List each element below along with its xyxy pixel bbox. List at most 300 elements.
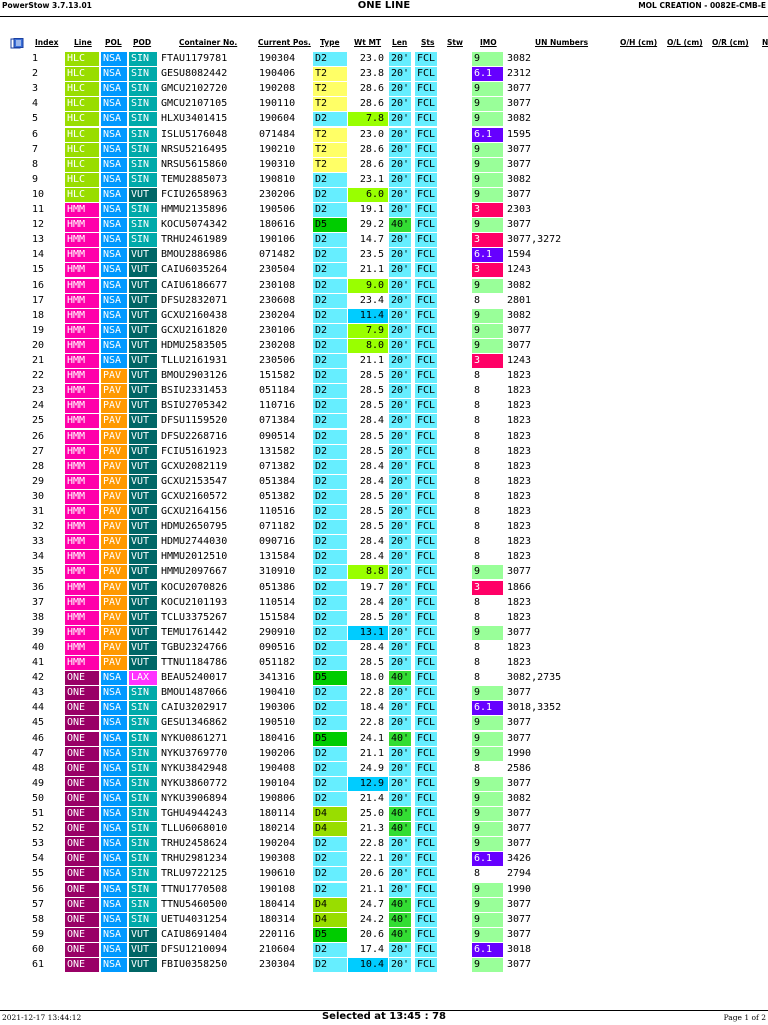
table-row[interactable]: [0, 746, 768, 761]
pod-cell: VUT: [129, 369, 157, 383]
pod-cell: SIN: [129, 158, 157, 172]
col-header-length[interactable]: Len: [392, 38, 408, 47]
status-cell: FCL: [417, 430, 436, 442]
line-cell: HMM: [65, 445, 99, 459]
container-no-cell: GCXU2161820: [161, 324, 228, 336]
line-cell: ONE: [65, 671, 99, 685]
table-row[interactable]: [0, 202, 768, 217]
index-cell: 37: [32, 596, 45, 608]
line-cell: HLC: [65, 82, 99, 96]
imo-cell: 3: [472, 581, 503, 595]
un-numbers-cell: 3077: [507, 98, 532, 110]
index-cell: 12: [32, 219, 45, 231]
length-cell: 40': [391, 808, 410, 819]
col-header-type[interactable]: Type: [320, 38, 340, 47]
table-row[interactable]: [0, 776, 768, 791]
index-cell: 29: [32, 475, 45, 487]
table-row[interactable]: [0, 504, 768, 519]
container-no-cell: BEAU5240017: [161, 672, 228, 684]
col-header-over-left[interactable]: O/L (cm): [667, 38, 703, 47]
current-pos-cell: 190106: [259, 234, 296, 246]
table-row[interactable]: [0, 368, 768, 383]
imo-cell: 8: [474, 506, 481, 517]
pod-cell: SIN: [129, 867, 157, 881]
table-row[interactable]: [0, 610, 768, 625]
table-row[interactable]: [0, 595, 768, 610]
pod-cell: VUT: [129, 248, 157, 262]
table-row[interactable]: [0, 217, 768, 232]
pod-cell: VUT: [129, 475, 157, 489]
line-cell: HLC: [65, 128, 99, 142]
un-numbers-cell: 3077: [507, 913, 532, 925]
pod-cell: VUT: [129, 384, 157, 398]
status-cell: FCL: [417, 566, 436, 578]
table-row[interactable]: [0, 444, 768, 459]
status-cell: FCL: [417, 823, 436, 835]
table-row[interactable]: [0, 51, 768, 66]
col-header-weight[interactable]: Wt MT: [354, 38, 382, 47]
index-cell: 44: [32, 702, 45, 714]
table-row[interactable]: [0, 519, 768, 534]
weight-cell: 23.4: [359, 294, 384, 306]
table-row[interactable]: [0, 670, 768, 685]
un-numbers-cell: 3077: [507, 566, 532, 578]
un-numbers-cell: 3426: [507, 853, 532, 865]
current-pos-cell: 190506: [259, 204, 296, 215]
type-cell: D2: [313, 294, 347, 308]
length-cell: 20': [391, 521, 410, 533]
container-no-cell: GCXU2160572: [161, 490, 228, 502]
length-cell: 40': [391, 913, 410, 925]
type-cell: D2: [313, 505, 347, 519]
table-row[interactable]: [0, 323, 768, 338]
table-row[interactable]: [0, 247, 768, 262]
length-cell: 20': [391, 943, 410, 955]
status-cell: FCL: [417, 415, 436, 427]
imo-cell: 9: [472, 143, 503, 157]
current-pos-cell: 071384: [259, 415, 296, 427]
pod-cell: SIN: [129, 883, 157, 897]
index-cell: 22: [32, 370, 45, 382]
pod-cell: VUT: [129, 656, 157, 670]
index-cell: 40: [32, 641, 45, 653]
weight-cell: 28.5: [359, 657, 384, 668]
pod-cell: SIN: [129, 777, 157, 791]
type-cell: D2: [313, 641, 347, 655]
pol-cell: NSA: [101, 792, 127, 806]
container-no-cell: FCIU2658963: [161, 188, 228, 200]
table-row[interactable]: [0, 957, 768, 972]
type-cell: D2: [313, 747, 347, 761]
current-pos-cell: 190208: [259, 83, 296, 95]
line-cell: HMM: [65, 656, 99, 670]
index-cell: 15: [32, 264, 45, 276]
weight-cell: 24.9: [359, 762, 384, 774]
un-numbers-cell: 3077: [507, 898, 532, 910]
table-row[interactable]: [0, 383, 768, 398]
pol-cell: PAV: [101, 399, 127, 413]
length-cell: 20': [391, 339, 410, 351]
line-cell: HMM: [65, 535, 99, 549]
type-cell: D2: [313, 324, 347, 338]
pod-cell: SIN: [129, 218, 157, 232]
table-row[interactable]: [0, 127, 768, 142]
table-row[interactable]: [0, 338, 768, 353]
un-numbers-cell: 3082: [507, 113, 532, 125]
weight-cell: 21.1: [359, 264, 384, 276]
line-cell: ONE: [65, 883, 99, 897]
container-no-cell: DFSU2268716: [161, 430, 228, 442]
imo-cell: 8: [474, 521, 481, 533]
status-cell: FCL: [417, 913, 436, 925]
pod-cell: VUT: [129, 279, 157, 293]
index-cell: 49: [32, 777, 45, 789]
status-cell: FCL: [417, 98, 436, 110]
table-row[interactable]: [0, 866, 768, 881]
table-row[interactable]: [0, 640, 768, 655]
weight-cell: 28.6: [359, 83, 384, 95]
table-row[interactable]: [0, 655, 768, 670]
type-cell: D2: [313, 958, 347, 972]
pod-cell: SIN: [129, 716, 157, 730]
table-row[interactable]: [0, 942, 768, 957]
index-cell: 41: [32, 657, 45, 668]
length-cell: 20': [391, 128, 410, 140]
table-row[interactable]: [0, 111, 768, 126]
container-no-cell: FCIU5161923: [161, 445, 228, 457]
index-cell: 59: [32, 928, 45, 940]
type-cell: D2: [313, 384, 347, 398]
pol-cell: NSA: [101, 248, 127, 262]
status-cell: FCL: [417, 536, 436, 548]
index-cell: 18: [32, 309, 45, 321]
type-cell: D2: [313, 173, 347, 187]
line-cell: HMM: [65, 565, 99, 579]
table-row[interactable]: [0, 761, 768, 776]
pol-cell: PAV: [101, 596, 127, 610]
line-cell: HMM: [65, 460, 99, 474]
type-cell: D2: [313, 430, 347, 444]
table-row[interactable]: [0, 731, 768, 746]
status-cell: FCL: [417, 596, 436, 608]
pod-cell: VUT: [129, 324, 157, 338]
pod-cell: VUT: [129, 641, 157, 655]
type-cell: D4: [313, 807, 347, 821]
index-cell: 57: [32, 898, 45, 910]
imo-cell: 9: [472, 898, 503, 912]
col-header-pod[interactable]: POD: [133, 38, 152, 47]
table-row[interactable]: [0, 66, 768, 81]
table-row[interactable]: [0, 685, 768, 700]
pod-cell: SIN: [129, 143, 157, 157]
table-row[interactable]: [0, 172, 768, 187]
imo-cell: 9: [472, 173, 503, 187]
line-cell: HMM: [65, 490, 99, 504]
length-cell: 40': [391, 672, 410, 684]
table-row[interactable]: [0, 580, 768, 595]
type-cell: T2: [313, 82, 347, 96]
table-row[interactable]: [0, 927, 768, 942]
weight-cell: 21.4: [359, 792, 384, 804]
col-header-stowage[interactable]: Stw: [447, 38, 463, 47]
imo-cell: 9: [472, 626, 503, 640]
imo-cell: 8: [474, 536, 481, 548]
status-cell: FCL: [417, 158, 436, 170]
table-row[interactable]: [0, 187, 768, 202]
pod-cell: SIN: [129, 837, 157, 851]
container-no-cell: KOCU2101193: [161, 596, 228, 608]
container-no-cell: TTNU5460500: [161, 898, 228, 910]
pol-cell: NSA: [101, 279, 127, 293]
index-cell: 28: [32, 460, 45, 472]
col-header-pol[interactable]: POL: [105, 38, 122, 47]
index-cell: 2: [32, 68, 39, 80]
line-cell: HMM: [65, 279, 99, 293]
weight-cell: 28.5: [359, 370, 384, 382]
table-row[interactable]: [0, 851, 768, 866]
weight-cell: 7.9: [348, 324, 388, 338]
line-cell: HMM: [65, 520, 99, 534]
type-cell: D2: [313, 248, 347, 262]
status-cell: FCL: [417, 777, 436, 789]
index-cell: 45: [32, 717, 45, 729]
container-no-cell: DFSU2832071: [161, 294, 228, 306]
current-pos-cell: 110516: [259, 506, 296, 517]
length-cell: 20': [391, 294, 410, 306]
status-cell: FCL: [417, 279, 436, 291]
table-row[interactable]: [0, 353, 768, 368]
pol-cell: NSA: [101, 883, 127, 897]
col-header-imo[interactable]: IMO: [480, 38, 497, 47]
status-cell: FCL: [417, 717, 436, 729]
imo-cell: 8: [474, 551, 481, 563]
report-title: ONE LINE: [357, 0, 411, 11]
col-header-n[interactable]: N: [762, 38, 768, 47]
current-pos-cell: 230504: [259, 264, 296, 276]
index-cell: 51: [32, 808, 45, 819]
type-cell: T2: [313, 128, 347, 142]
index-cell: 3: [32, 83, 39, 95]
un-numbers-cell: 1990: [507, 883, 532, 895]
imo-cell: 9: [472, 82, 503, 96]
weight-cell: 28.5: [359, 611, 384, 623]
line-cell: ONE: [65, 928, 99, 942]
imo-cell: 8: [474, 672, 481, 684]
index-cell: 25: [32, 415, 45, 427]
un-numbers-cell: 2801: [507, 294, 532, 306]
document-icon[interactable]: [10, 38, 24, 49]
table-row[interactable]: [0, 700, 768, 715]
imo-cell: 9: [472, 339, 503, 353]
index-cell: 10: [32, 188, 45, 200]
table-row[interactable]: [0, 821, 768, 836]
weight-cell: 6.0: [348, 188, 388, 202]
length-cell: 20': [391, 853, 410, 865]
index-cell: 14: [32, 249, 45, 261]
container-no-cell: BSIU2331453: [161, 385, 228, 397]
weight-cell: 18.4: [359, 702, 384, 714]
type-cell: D2: [313, 596, 347, 610]
table-row[interactable]: [0, 791, 768, 806]
table-row[interactable]: [0, 262, 768, 277]
col-header-over-right[interactable]: O/R (cm): [712, 38, 749, 47]
table-row[interactable]: [0, 398, 768, 413]
status-cell: FCL: [417, 355, 436, 366]
table-row[interactable]: [0, 882, 768, 897]
col-header-current-pos[interactable]: Current Pos.: [258, 38, 311, 47]
line-cell: HLC: [65, 173, 99, 187]
type-cell: D2: [313, 777, 347, 791]
imo-cell: 9: [472, 309, 503, 323]
table-row[interactable]: [0, 157, 768, 172]
imo-cell: 8: [474, 641, 481, 653]
status-cell: FCL: [417, 113, 436, 125]
table-row[interactable]: [0, 806, 768, 821]
col-header-index[interactable]: Index: [35, 38, 59, 47]
table-row[interactable]: [0, 474, 768, 489]
length-cell: 20': [391, 173, 410, 185]
imo-cell: 8: [474, 385, 481, 397]
status-cell: FCL: [417, 490, 436, 502]
current-pos-cell: 051384: [259, 475, 296, 487]
pol-cell: NSA: [101, 943, 127, 957]
status-cell: FCL: [417, 641, 436, 653]
pol-cell: PAV: [101, 565, 127, 579]
container-no-cell: HMMU2097667: [161, 566, 228, 578]
line-cell: HMM: [65, 596, 99, 610]
pod-cell: SIN: [129, 762, 157, 776]
line-cell: HMM: [65, 369, 99, 383]
line-cell: ONE: [65, 898, 99, 912]
un-numbers-cell: 1823: [507, 385, 532, 397]
table-row[interactable]: [0, 549, 768, 564]
type-cell: T2: [313, 143, 347, 157]
weight-cell: 28.6: [359, 98, 384, 110]
col-header-over-height[interactable]: O/H (cm): [620, 38, 658, 47]
length-cell: 20': [391, 249, 410, 261]
type-cell: D2: [313, 656, 347, 670]
length-cell: 20': [391, 641, 410, 653]
status-cell: FCL: [417, 370, 436, 382]
table-row[interactable]: [0, 278, 768, 293]
pol-cell: NSA: [101, 898, 127, 912]
pol-cell: PAV: [101, 445, 127, 459]
col-header-status[interactable]: Sts: [421, 38, 435, 47]
table-row[interactable]: [0, 413, 768, 428]
status-cell: FCL: [417, 521, 436, 533]
current-pos-cell: 190604: [259, 113, 296, 125]
table-row[interactable]: [0, 459, 768, 474]
pod-cell: VUT: [129, 460, 157, 474]
un-numbers-cell: 1595: [507, 128, 532, 140]
current-pos-cell: 051184: [259, 385, 296, 397]
table-row[interactable]: [0, 142, 768, 157]
imo-cell: 9: [472, 883, 503, 897]
table-row[interactable]: [0, 897, 768, 912]
table-row[interactable]: [0, 912, 768, 927]
status-cell: FCL: [417, 506, 436, 517]
current-pos-cell: 151582: [259, 370, 296, 382]
weight-cell: 28.5: [359, 430, 384, 442]
imo-cell: 3: [472, 263, 503, 277]
table-row[interactable]: [0, 489, 768, 504]
table-row[interactable]: [0, 836, 768, 851]
container-no-cell: HDMU2583505: [161, 339, 228, 351]
status-cell: FCL: [417, 551, 436, 563]
pol-cell: PAV: [101, 430, 127, 444]
table-row[interactable]: [0, 534, 768, 549]
container-no-cell: DFSU1210094: [161, 943, 228, 955]
container-no-cell: CAIU8691404: [161, 928, 228, 940]
table-row[interactable]: [0, 564, 768, 579]
status-cell: FCL: [417, 883, 436, 895]
pol-cell: PAV: [101, 460, 127, 474]
weight-cell: 23.0: [359, 128, 384, 140]
container-no-cell: UETU4031254: [161, 913, 228, 925]
un-numbers-cell: 1823: [507, 521, 532, 533]
container-no-cell: TTNU1184786: [161, 657, 228, 668]
pol-cell: PAV: [101, 369, 127, 383]
pol-cell: NSA: [101, 701, 127, 715]
length-cell: 20': [391, 702, 410, 714]
line-cell: HLC: [65, 97, 99, 111]
weight-cell: 24.7: [359, 898, 384, 910]
table-row[interactable]: [0, 81, 768, 96]
un-numbers-cell: 1823: [507, 596, 532, 608]
col-header-un-numbers[interactable]: UN Numbers: [535, 38, 589, 47]
weight-cell: 13.1: [348, 626, 388, 640]
index-cell: 32: [32, 521, 45, 533]
status-cell: FCL: [417, 68, 436, 80]
table-row[interactable]: [0, 715, 768, 730]
line-cell: ONE: [65, 792, 99, 806]
container-no-cell: TTNU1770508: [161, 883, 228, 895]
status-cell: FCL: [417, 385, 436, 397]
current-pos-cell: 090516: [259, 641, 296, 653]
table-row[interactable]: [0, 429, 768, 444]
pod-cell: SIN: [129, 233, 157, 247]
un-numbers-cell: 3077: [507, 219, 532, 231]
type-cell: D2: [313, 399, 347, 413]
pod-cell: SIN: [129, 97, 157, 111]
col-header-container[interactable]: Container No.: [179, 38, 238, 47]
table-row[interactable]: [0, 308, 768, 323]
line-cell: HMM: [65, 263, 99, 277]
un-numbers-cell: 3077: [507, 143, 532, 155]
un-numbers-cell: 3082: [507, 279, 532, 291]
container-no-cell: GMCU2102720: [161, 83, 228, 95]
current-pos-cell: 210604: [259, 943, 296, 955]
line-cell: HMM: [65, 248, 99, 262]
weight-cell: 7.8: [348, 112, 388, 126]
type-cell: D2: [313, 188, 347, 202]
length-cell: 20': [391, 657, 410, 668]
table-row[interactable]: [0, 232, 768, 247]
imo-cell: 9: [472, 792, 503, 806]
current-pos-cell: 051182: [259, 657, 296, 668]
pod-cell: VUT: [129, 928, 157, 942]
current-pos-cell: 310910: [259, 566, 296, 578]
status-cell: FCL: [417, 204, 436, 215]
index-cell: 27: [32, 445, 45, 457]
length-cell: 20': [391, 566, 410, 578]
table-row[interactable]: [0, 96, 768, 111]
table-row[interactable]: [0, 293, 768, 308]
print-timestamp: 2021-12-17 13:44:12: [2, 1013, 82, 1022]
un-numbers-cell: 3077: [507, 959, 532, 970]
col-header-line[interactable]: Line: [74, 38, 92, 47]
table-row[interactable]: [0, 625, 768, 640]
